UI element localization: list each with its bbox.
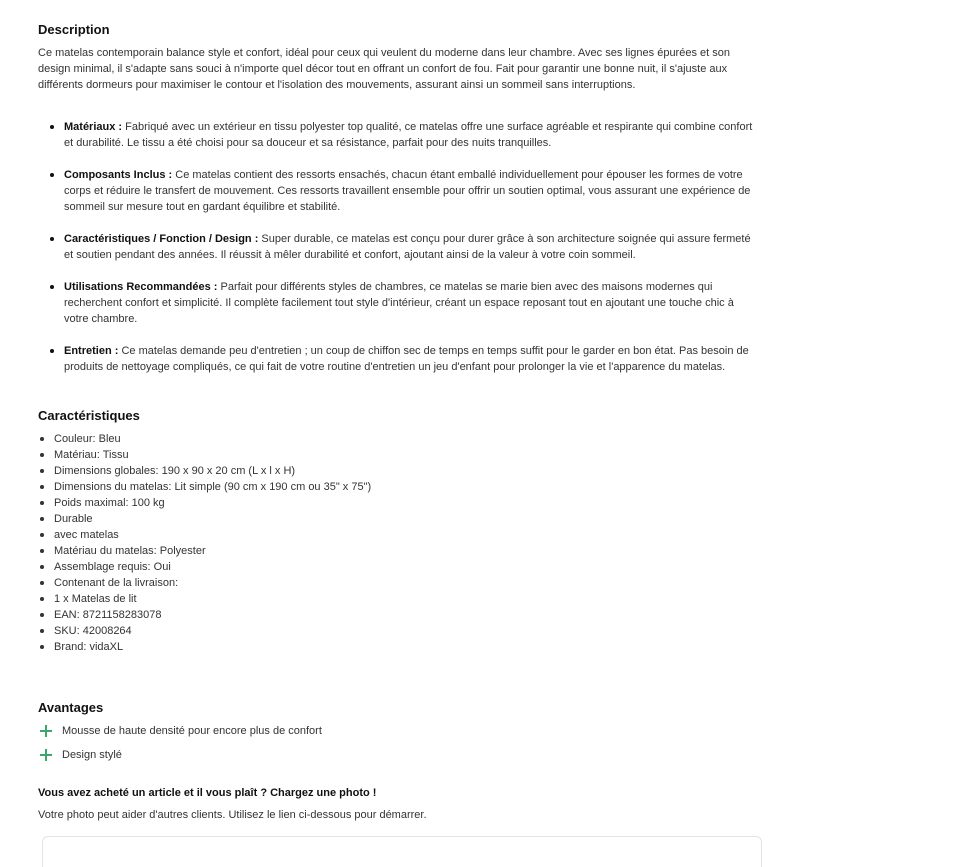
- advantage-item: [38, 722, 322, 746]
- spec-item: avec matelas: [38, 527, 371, 543]
- plus-icon: [40, 749, 52, 761]
- feature-item: [38, 343, 758, 375]
- feature-label: Composants Inclus :: [64, 169, 173, 181]
- feature-list: [38, 119, 758, 391]
- characteristics-heading: Caractéristiques: [38, 408, 140, 423]
- feature-label: Matériaux :: [64, 121, 123, 133]
- spec-item: Matériau: Tissu: [38, 447, 371, 463]
- upload-photo-heading: Vous avez acheté un article et il vous plaît ? Chargez une photo !: [38, 787, 377, 799]
- feature-item: [38, 167, 758, 215]
- feature-label: Caractéristiques / Fonction / Design :: [64, 233, 259, 245]
- feature-text: Ce matelas demande peu d'entretien ; un coup de chiffon sec de temps en temps suffit pour le garder en bon état. Pas besoin de produits de nettoyage compliqués, ce qui fait de votre routine d'entretien un jeu d'enfant pour prolonger la vie et l'apparence du matelas.: [64, 345, 749, 373]
- spec-item: Poids maximal: 100 kg: [38, 495, 371, 511]
- spec-item: Matériau du matelas: Polyester: [38, 543, 371, 559]
- plus-icon: [40, 725, 52, 737]
- spec-item: Brand: vidaXL: [38, 639, 371, 655]
- feature-text: Parfait pour différents styles de chambres, ce matelas se marie bien avec des maisons modernes qui recherchent confort et simplicité. Il complète facilement tout style d'intérieur, créant un espace reposant tout en ajoutant une touche chic à votre chambre.: [64, 281, 734, 325]
- feature-text: Ce matelas contient des ressorts ensachés, chacun étant emballé individuellement pour épouser les formes de votre corps et réduire le transfert de mouvement. Ces ressorts travaillent ensemble pour offrir un soutien optimal, vous assurant une expérience de sommeil sur mesure tout en gardant équilibre et stabilité.: [64, 169, 751, 213]
- spec-item: EAN: 8721158283078: [38, 607, 371, 623]
- spec-item: 1 x Matelas de lit: [38, 591, 371, 607]
- feature-item: [38, 119, 758, 151]
- feature-text: Fabriqué avec un extérieur en tissu polyester top qualité, ce matelas offre une surface agréable et respirante qui combine confort et durabilité. Le tissu a été choisi pour sa douceur et sa résistance, parfait pour des nuits tranquilles.: [64, 121, 753, 149]
- feature-text: Super durable, ce matelas est conçu pour durer grâce à son architecture soignée qui assure fermeté et soutien pendant des années. Il réussit à mêler durabilité et confort, ajoutant ainsi de la valeur à votre coin sommeil.: [64, 233, 751, 261]
- description-heading: Description: [38, 22, 110, 37]
- spec-item: Durable: [38, 511, 371, 527]
- upload-photo-text: Votre photo peut aider d'autres clients. Utilisez le lien ci-dessous pour démarrer.: [38, 809, 427, 821]
- advantage-text: Design stylé: [62, 749, 122, 761]
- characteristics-list: [38, 431, 371, 655]
- spec-item: SKU: 42008264: [38, 623, 371, 639]
- advantage-text: Mousse de haute densité pour encore plus de confort: [62, 725, 322, 737]
- spec-item: Dimensions du matelas: Lit simple (90 cm x 190 cm ou 35" x 75"): [38, 479, 371, 495]
- spec-item: Dimensions globales: 190 x 90 x 20 cm (L x l x H): [38, 463, 371, 479]
- description-text: Ce matelas contemporain balance style et confort, idéal pour ceux qui veulent du moderne dans leur chambre. Avec ses lignes épurées et son design minimal, il s'adapte sans souci à n'importe quel décor tout en offrant un confort de fou. Fait pour garantir une bonne nuit, il s'ajuste aux différents dormeurs pour maximiser le contour et l'isolation des mouvements, assurant ainsi un sommeil sans interruptions.: [38, 47, 730, 91]
- feature-label: Entretien :: [64, 345, 119, 357]
- feature-label: Utilisations Recommandées :: [64, 281, 218, 293]
- feature-item: [38, 279, 758, 327]
- feature-item: [38, 231, 758, 263]
- advantages-heading: Avantages: [38, 700, 104, 715]
- spec-item: Couleur: Bleu: [38, 431, 371, 447]
- spec-item: Contenant de la livraison:: [38, 575, 371, 591]
- advantage-item: [38, 746, 322, 770]
- advantages-list: [38, 722, 322, 770]
- upload-photo-panel[interactable]: [42, 836, 762, 867]
- spec-item: Assemblage requis: Oui: [38, 559, 371, 575]
